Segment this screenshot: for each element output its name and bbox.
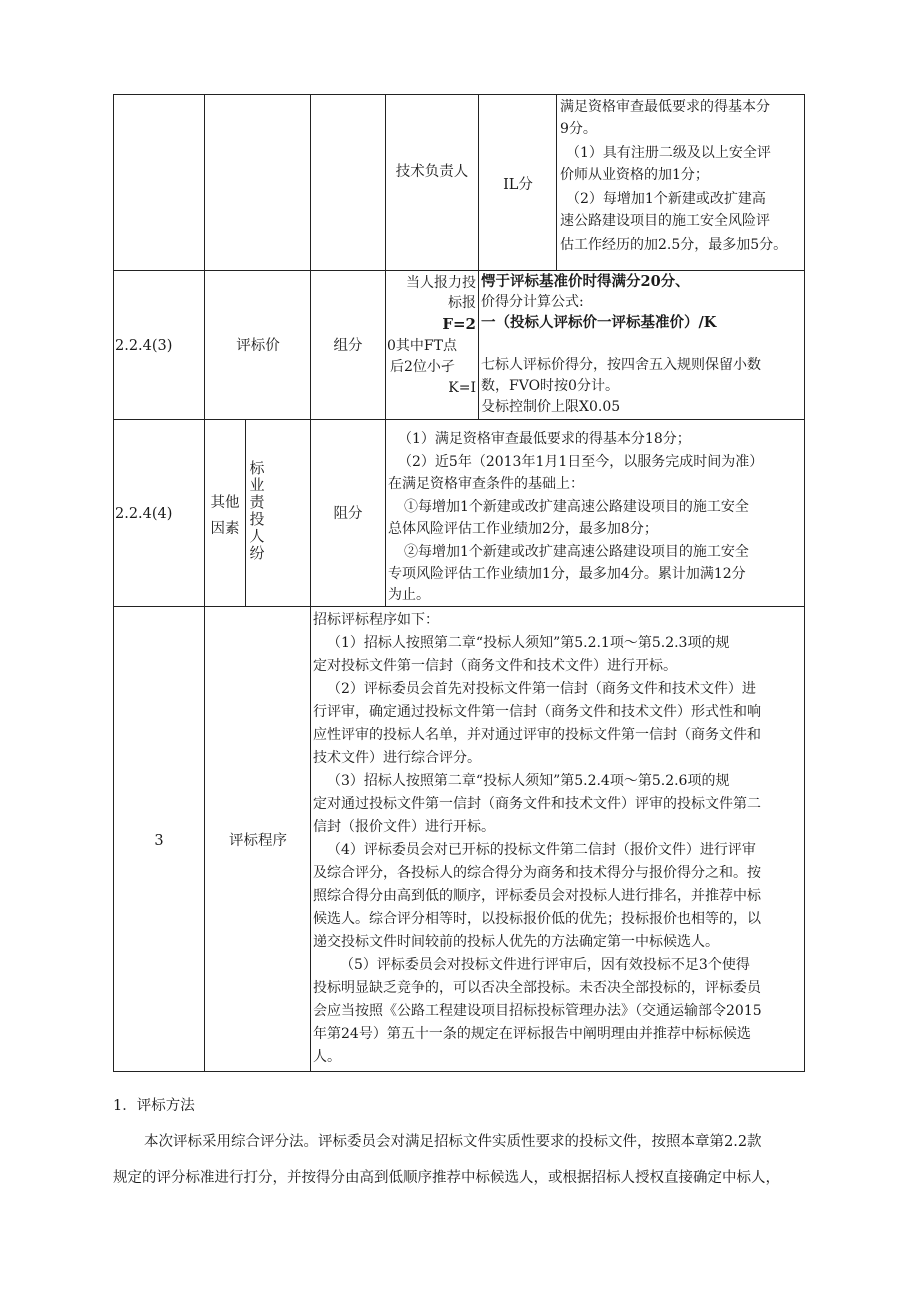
other-item-label: 标业责投人纷 [249,459,265,562]
procedure-factor: 评标程序 [229,833,287,849]
bid-price-score: 组分 [333,338,363,354]
section-heading: 1．评标方法 [113,1098,195,1114]
tech-person-item: 技术负责人 [395,164,469,180]
bid-price-clause-no: 2.2.4(3) [115,338,173,354]
other-clause-no: 2.2.4(4) [115,506,173,522]
other-factor-label: 其他因素 [210,495,240,537]
tech-person-score: IL分 [503,177,533,193]
bid-price-factor: 评标价 [236,338,280,354]
procedure-clause-no: 3 [154,833,164,849]
document-page: 技术负责人 IL分 满足资格审查最低要求的得基本分 9分。 （1）具有注册二级及以上安全评 价师从业资格的加1分； （2）每增加1个新建或改扩建高 速公路建设项目的施工安全风险评 估工作经历的加2.5分，最多加5分。 2.2.4(3) 评标价 组分 当人报力投 标报 F=2 0其中FT点 后2位小孑 K=I 愕于评标基准价时得满分20分、 价得分计算公式: 一（投标人评标价一评标基准价）/K 七标人评标价得分，按四舍五入规则保留小数 数，FVO时按0分计。 殳标控制价上限X0.05 2.2.4(4) 其他因素 标业责投人纷 阻分 （1）满足资格审查最低要求的得基本分18分； （2）近5年（2013年1月1日至今，以服务完成时间为准） 在满足资格审查条件的基础上： ①每增加1个新建或改扩建高速公路建设项目的施工安全 总体风险评估工作业绩加2分，最多加8分； ②每增加1个新建或改扩建高速公路建设项目的施工安全 专项风险评估工作业绩加1分，最多加4分。累计加满12分 为止。 3 评标程序 招标评标程序如下： （1）招标人按照第二章“投标人须知”第5.2.1项～第5.2.3项的规 定对投标文件第一信封（商务文件和技术文件）进行开标。 （2）评标委员会首先对投标文件第一信封（商务文件和技术文件）进 行评审，确定通过投标文件第一信封（商务文件和技术文件）形式性和响 应性评审的投标人名单，并对通过评审的投标文件第一信封（商务文件和 技术文件）进行综合评分。 （3）招标人按照第二章“投标人须知”第5.2.4项～第5.2.6项的规 定对通过投标文件第一信封（商务文件和技术文件）评审的投标文件第二 信封（报价文件）进行开标。 （4）评标委员会对已开标的投标文件第二信封（报价文件）进行评审 及综合评分，各投标人的综合得分为商务和技术得分与报价得分之和。按 照综合得分由高到低的顺序，评标委员会对投标人进行排名，并推荐中标 候选人。综合评分相等时，以投标报价低的优先；投标报价也相等的，以 递交投标文件时间较前的投标人优先的方法确定第一中标候选人。 （5）评标委员会对投标文件进行评审后，因有效投标不足3个使得 投标明显缺乏竞争的，可以否决全部投标。未否决全部投标的，评标委员 会应当按照《公路工程建设项目招标投标管理办法》（交通运输部令2015 年第24号）第五十一条的规定在评标报告中阐明理由并推荐中标标候选 人。 1．评标方法 本次评标采用综合评分法。评标委员会对满足招标文件实质性要求的投标文件，按照本章第2.2款 规定的评分标准进行打分，并按得分由高到低顺序推荐中标候选人，或根据招标人授权直接确定中标人， [0,0,920,1301]
other-score: 阻分 [333,506,363,522]
